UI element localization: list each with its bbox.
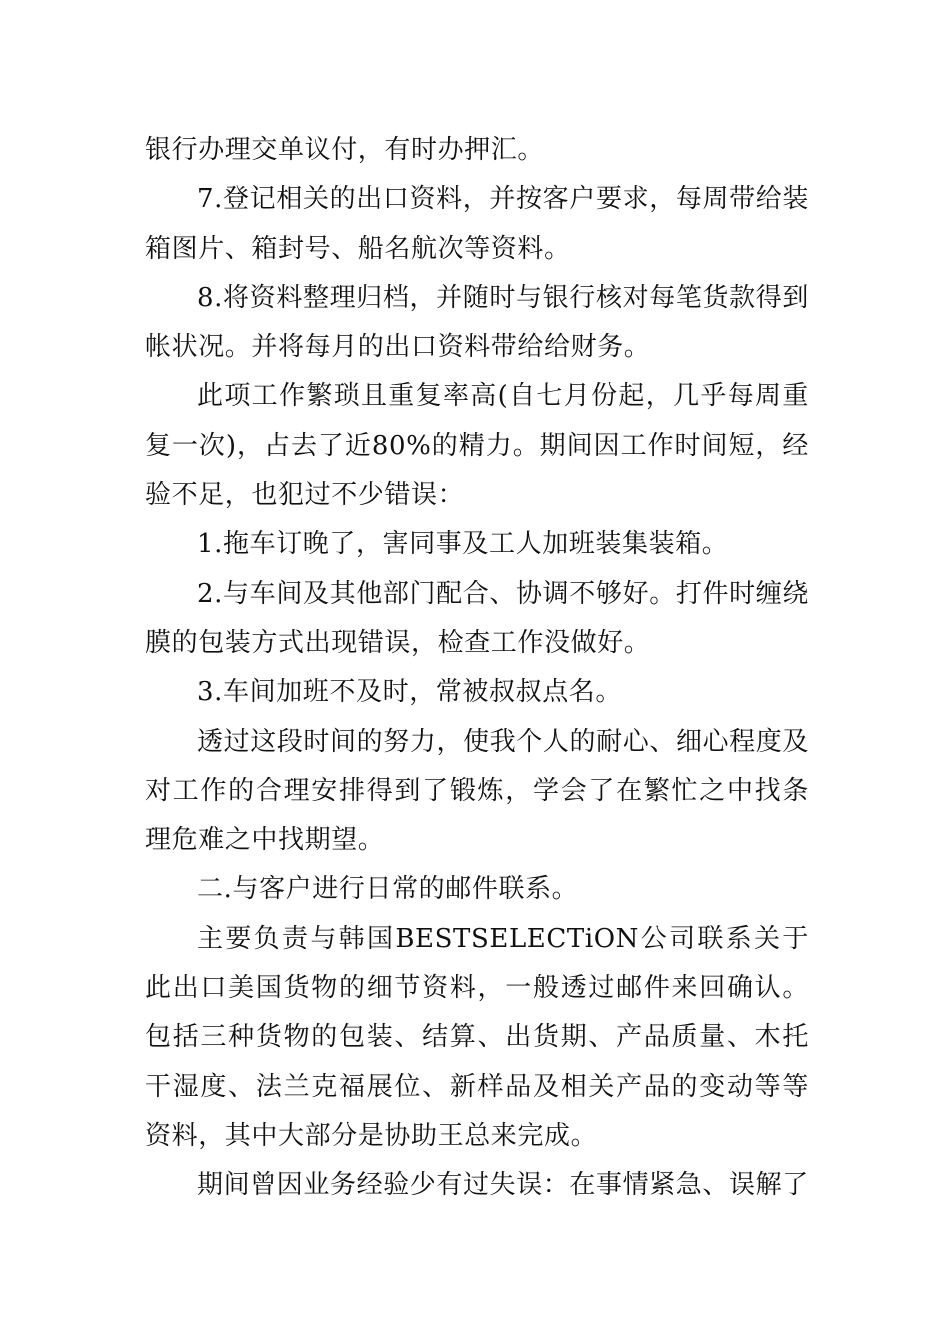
paragraph-item-8: 8.将资料整理归档，并随时与银行核对每笔货款得到帐状况。并将每月的出口资料带给给财务。 [145,282,809,363]
document-body [145,126,809,1211]
paragraph-error-2: 2.与车间及其他部门配合、协调不够好。打件时缠绕膜的包装方式出现错误，检查工作没做好。 [145,578,809,658]
paragraph-error-1: 1.拖车订晚了，害同事及工人加班装集装箱。 [197,529,729,560]
paragraph-workload-summary: 此项工作繁琐且重复率高(自七月份起，几乎每周重复一次)，占去了近80%的精力。期间因工作时间短，经验不足，也犯过不少错误： [145,381,809,511]
paragraph-continuation: 银行办理交单议付，有时办押汇。 [145,135,545,165]
paragraph-mistakes-intro: 期间曾因业务经验少有过失误：在事情紧急、误解了 [197,1170,809,1201]
paragraph-client-email: 主要负责与韩国BESTSELECTiON公司联系关于此出口美国货物的细节资料，一般透过邮件来回确认。包括三种货物的包装、结算、出货期、产品质量、木托干湿度、法兰克福展位、新样品及相关产品的变动等等资料，其中大部分是协助王总来完成。 [145,923,809,1151]
section-heading-2: 二.与客户进行日常的邮件联系。 [197,874,579,905]
paragraph-reflection: 透过这段时间的努力，使我个人的耐心、细心程度及对工作的合理安排得到了锻炼，学会了在繁忙之中找条理危难之中找期望。 [145,726,809,856]
paragraph-item-7: 7.登记相关的出口资料，并按客户要求，每周带给装箱图片、箱封号、船名航次等资料。 [145,184,809,264]
paragraph-error-3: 3.车间加班不及时，常被叔叔点名。 [197,677,623,708]
